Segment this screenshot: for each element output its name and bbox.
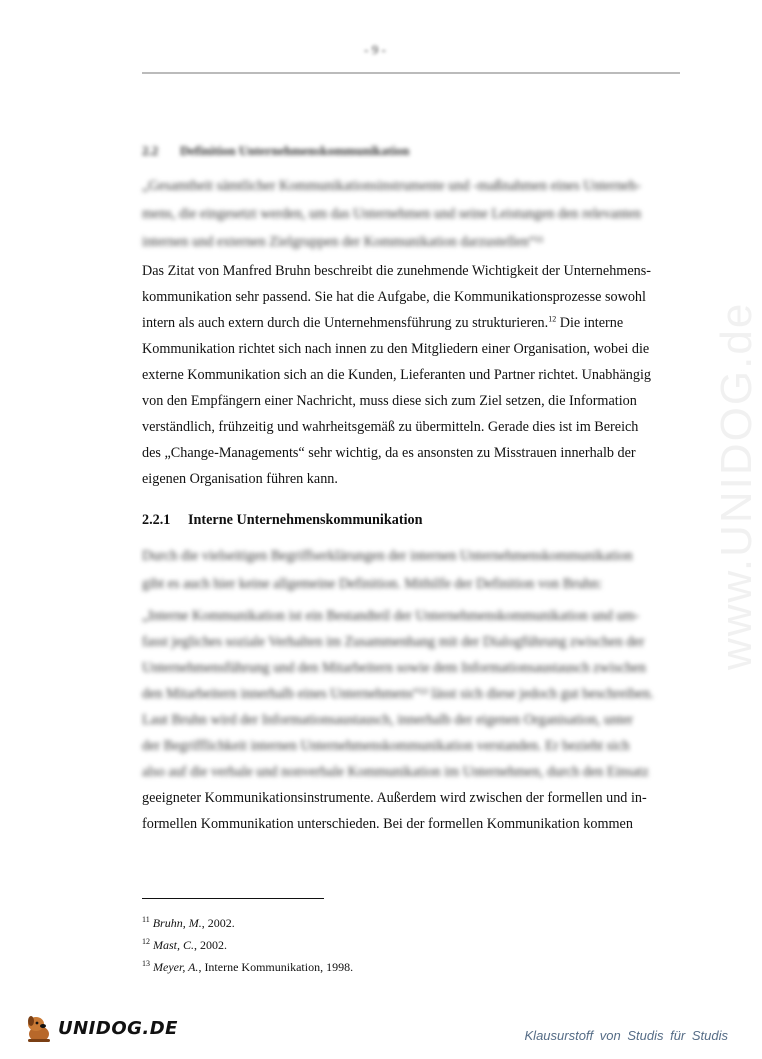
text-line: mens, die eingesetzt werden, um das Unternehmen und seine Leistungen den relevanten <box>142 206 642 222</box>
section-title: Definition Unternehmenskommunikation <box>180 143 410 158</box>
text-line: der Begrifflichkeit internen Unternehmenskommunikation verstanden. Er bezieht sich <box>142 738 630 754</box>
section-number: 2.2 <box>142 143 159 158</box>
footnote-number: 11 <box>142 915 150 924</box>
unidog-logo[interactable] <box>22 1012 178 1044</box>
text-line: externe Kommunikation sich an die Kunden, Lieferanten und Partner richtet. Unabhängig <box>142 367 652 383</box>
text-line: des „Change-Managements“ sehr wichtig, da es ansonsten zu Misstrauen innerhalb der <box>142 445 636 461</box>
section-heading-2-2 <box>142 143 409 159</box>
footnote <box>142 934 353 956</box>
text-line: geeigneter Kommunikationsinstrumente. Außerdem wird zwischen der formellen und in- <box>142 790 647 806</box>
footnote <box>142 956 353 978</box>
footnotes <box>142 912 353 978</box>
text-line: fasst jegliches soziale Verhalten im Zusammenhang mit der Dialogführung zwischen der <box>142 634 645 650</box>
text-line: internen und externen Zielgruppen der Kommunikation darzustellen“¹¹ <box>142 234 544 250</box>
section-number: 2.2.1 <box>142 512 171 528</box>
text-line: Kommunikation richtet sich nach innen zu den Mitgliedern einer Organisation, wobei die <box>142 341 650 357</box>
footnote-number: 12 <box>142 937 150 946</box>
footnote-ref: 12 <box>548 314 557 324</box>
watermark: www.UNIDOG.de <box>712 301 761 670</box>
footnote-separator <box>142 898 324 899</box>
blurred-intro <box>142 542 680 598</box>
text-line: von den Empfängern einer Nachricht, muss diese sich zum Ziel setzen, die Information <box>142 393 637 409</box>
text-line: Unternehmensführung und den Mitarbeitern sowie dem Informationsaustausch zwischen <box>142 660 646 676</box>
paragraph-visible-end <box>142 785 680 837</box>
text-line: verständlich, frühzeitig und wahrheitsgemäß zu übermitteln. Gerade dies ist im Bereich <box>142 419 639 435</box>
paragraph-bruhn-commentary <box>142 258 680 492</box>
dog-mascot-icon <box>22 1012 56 1044</box>
section-heading-2-2-1 <box>142 512 423 529</box>
footnote-author: Meyer, A. <box>153 960 199 974</box>
text-line: Laut Bruhn wird der Informationsaustausch, innerhalb der eigenen Organisation, unter <box>142 712 634 728</box>
text-line: „Interne Kommunikation ist ein Bestandteil der Unternehmenskommunikation und um- <box>142 608 640 624</box>
footnote-number: 13 <box>142 959 150 968</box>
logo-text: UNIDOG.DE <box>58 1017 178 1039</box>
footnote-author: Bruhn, M. <box>152 916 202 930</box>
footnote-text: , Interne Kommunikation, 1998. <box>198 960 354 974</box>
blurred-quote-bruhn <box>142 172 680 256</box>
page-number: - 9 - <box>364 42 386 57</box>
text-line: kommunikation sehr passend. Sie hat die Aufgabe, die Kommunikationsprozesse sowohl <box>142 289 646 305</box>
footnote-text: , 2002. <box>194 938 228 952</box>
footnote-author: Mast, C. <box>153 938 195 952</box>
text-fragment: intern als auch extern durch die Unternehmensführung zu strukturieren. <box>142 315 549 331</box>
footnote-text: , 2002. <box>201 916 235 930</box>
header-rule <box>142 72 680 74</box>
text-line: also auf die verbale und nonverbale Kommunikation im Unternehmen, durch den Einsatz <box>142 764 649 780</box>
footer-tagline: Klausurstoff von Studis für Studis <box>524 1028 728 1043</box>
text-line: gibt es auch hier keine allgemeine Definition. Mithilfe der Definition von Bruhn: <box>142 576 603 592</box>
blurred-quote-interne-kommunikation <box>142 603 680 785</box>
text-line: eigenen Organisation führen kann. <box>142 471 338 487</box>
footnote <box>142 912 353 934</box>
text-line: „Gesamtheit sämtlicher Kommunikationsinstrumente und -maßnahmen eines Unterneh- <box>142 178 641 194</box>
text-line: Das Zitat von Manfred Bruhn beschreibt die zunehmende Wichtigkeit der Unternehmens- <box>142 263 651 279</box>
text-line: den Mitarbeitern innerhalb eines Unternehmens“¹³ lässt sich diese jedoch gut beschreiben. <box>142 686 654 702</box>
text-fragment: Die interne <box>556 315 624 331</box>
section-title: Interne Unternehmenskommunikation <box>188 512 423 528</box>
text-line: formellen Kommunikation unterschieden. Bei der formellen Kommunikation kommen <box>142 816 633 832</box>
text-line <box>142 310 680 336</box>
text-line: Durch die vielseitigen Begriffserklärungen der internen Unternehmenskommunikation <box>142 548 633 564</box>
